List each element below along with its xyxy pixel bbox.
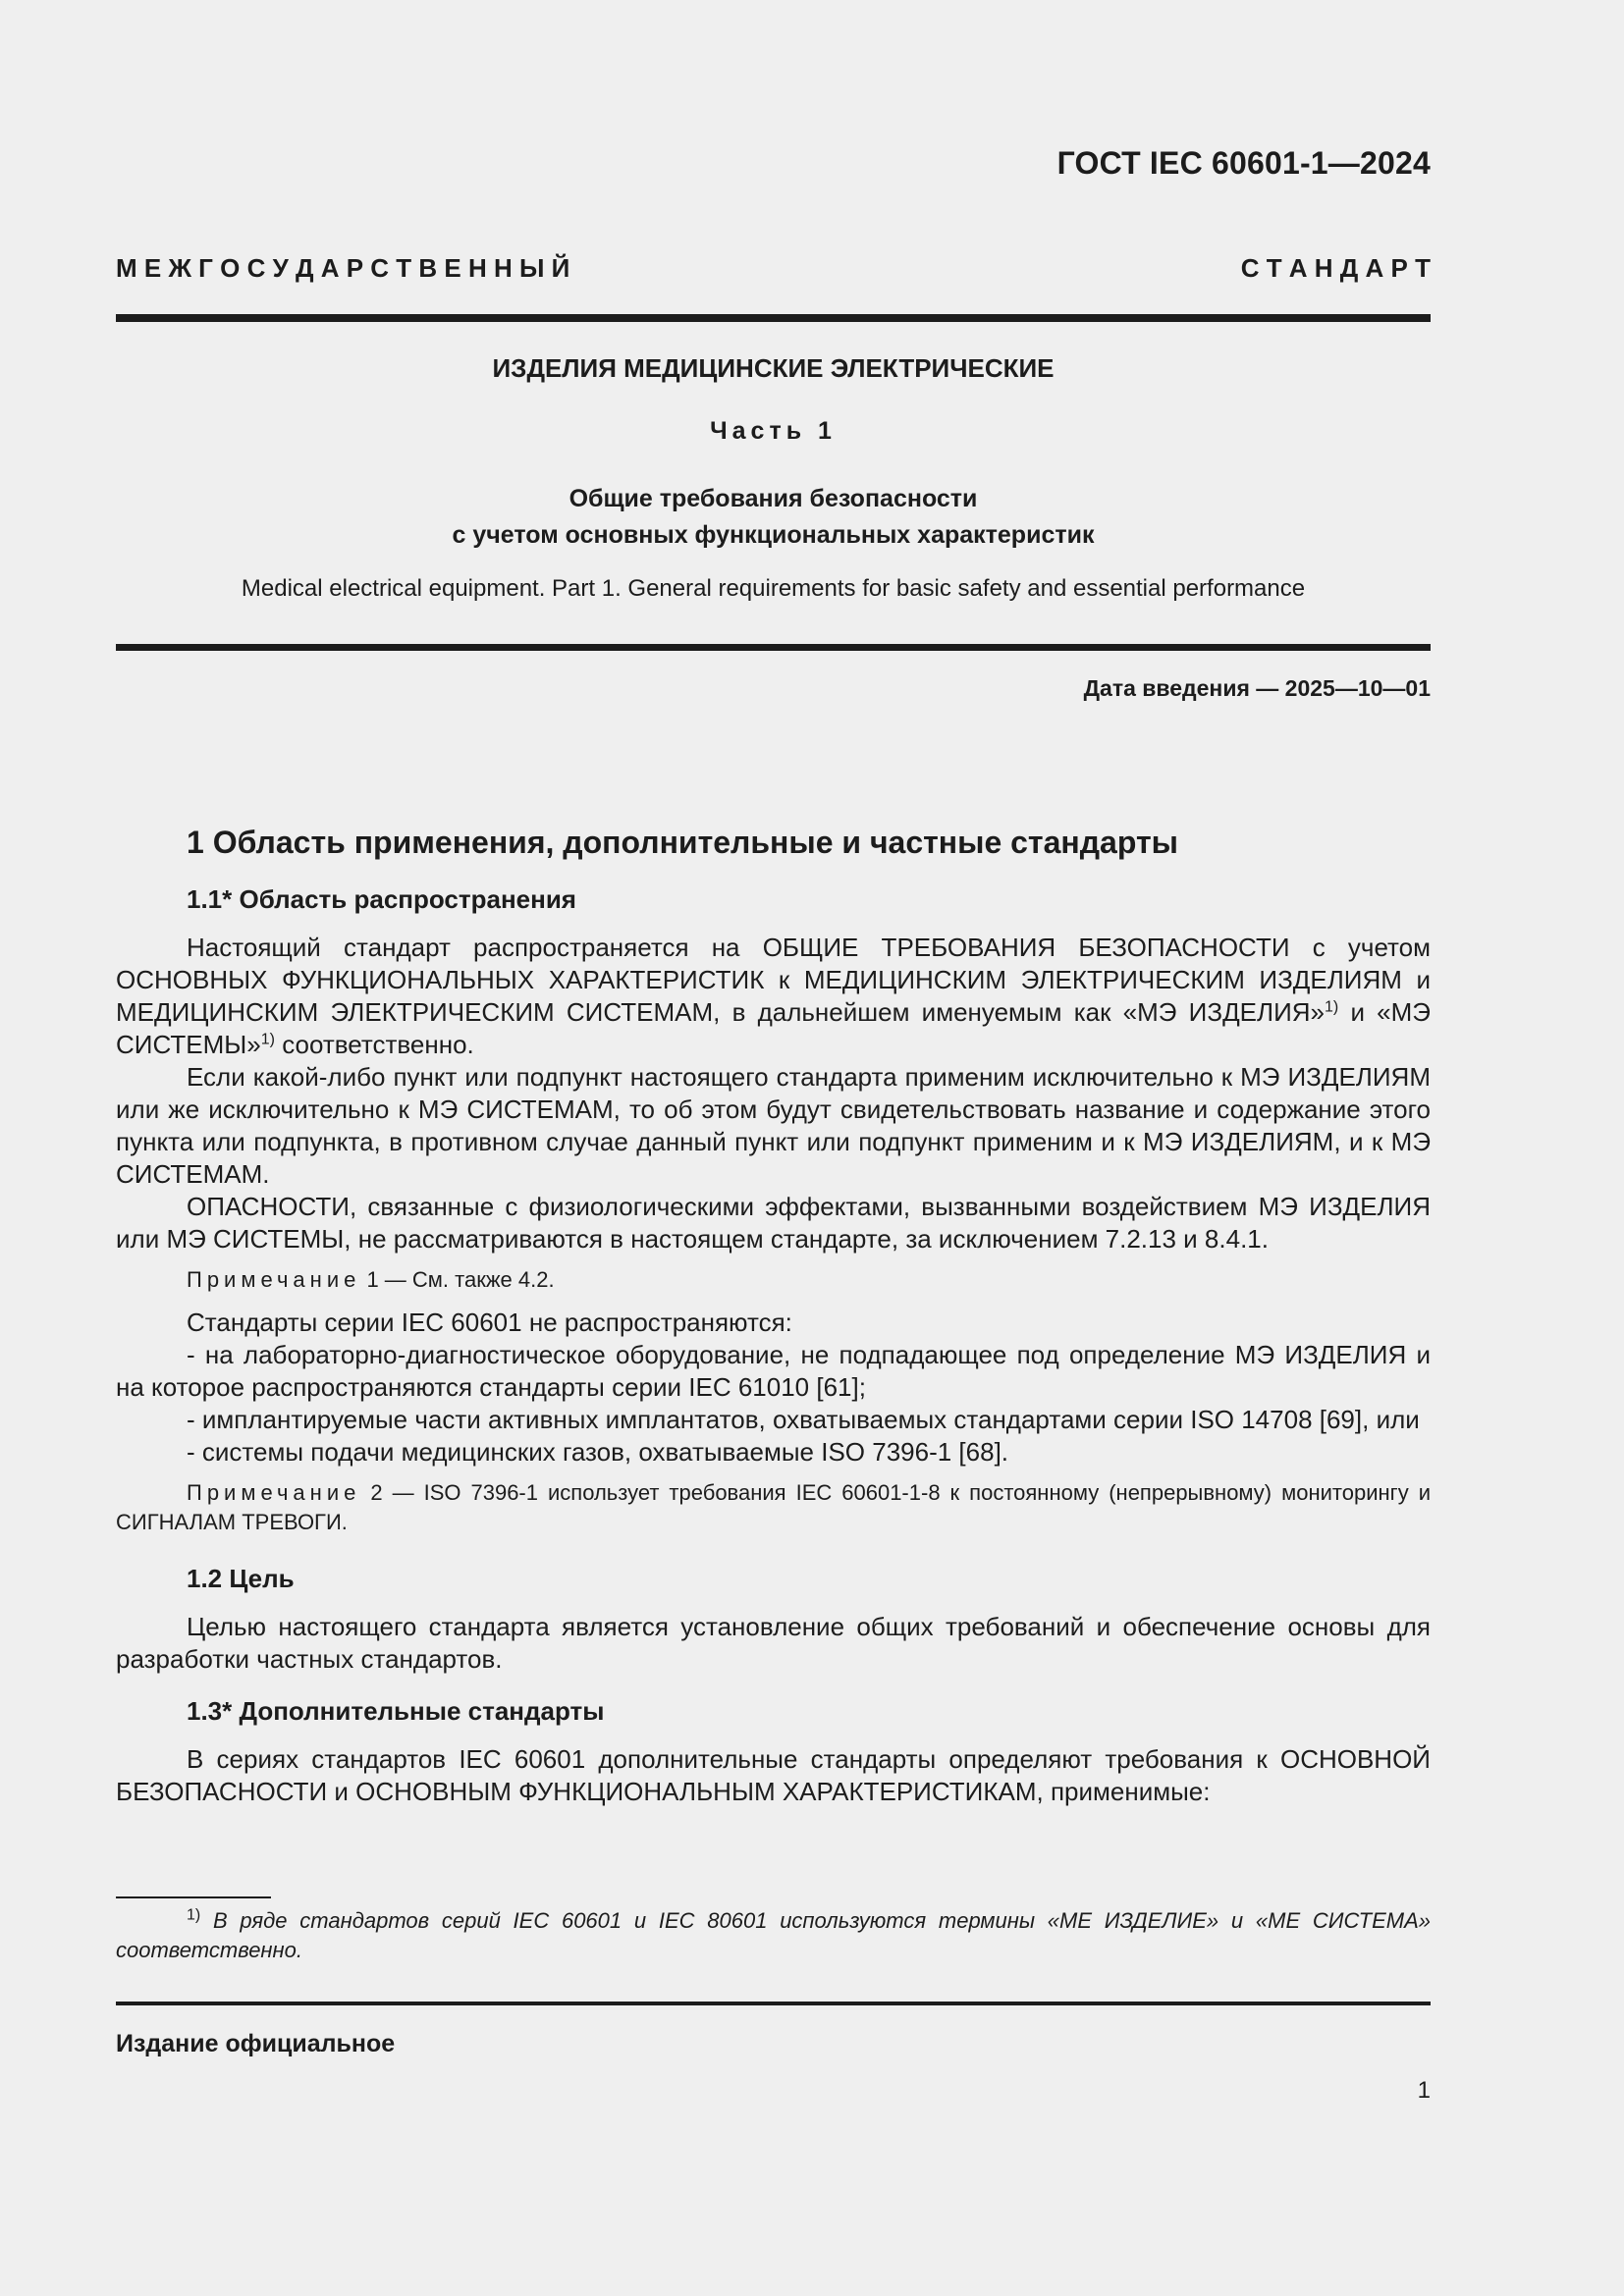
document-body bbox=[116, 823, 1431, 1808]
introduction-date: Дата введения — 2025—10—01 bbox=[1083, 675, 1431, 701]
subsection-heading-1-2: 1.2 Цель bbox=[187, 1564, 295, 1593]
paragraph-purpose: Целью настоящего стандарта является установление общих требований и обеспечение основы для разработки частных стандартов. bbox=[116, 1612, 1431, 1674]
standard-type-left: М Е Ж Г О С У Д А Р С Т В Е Н Н Ы Й bbox=[116, 253, 570, 283]
header-rule-bottom bbox=[116, 644, 1431, 651]
header-rule-top bbox=[116, 314, 1431, 322]
document-number: ГОСТ IEC 60601-1—2024 bbox=[1056, 145, 1431, 181]
document-page bbox=[116, 0, 1431, 2296]
paragraph-scope: Настоящий стандарт распространяется на ОБЩИЕ ТРЕБОВАНИЯ БЕЗОПАСНОСТИ с учетом ОСНОВНЫХ ФУНКЦИОНАЛЬНЫХ ХАРАКТЕРИСТИК к МЕДИЦИНСКИМ ЭЛЕКТРИЧЕСКИМ ИЗДЕЛИЯМ и МЕДИЦИНСКИМ ЭЛЕКТРИЧЕСКИМ СИСТЕМАМ, в дальнейшем именуемым как «МЭ ИЗДЕЛИЯ»$^{1)}$ и «МЭ СИСТЕМЫ»$^{1)}$ соответственно. bbox=[116, 933, 1431, 1059]
title-part: Часть 1 bbox=[710, 417, 837, 445]
standard-type-banner bbox=[116, 253, 1431, 284]
paragraph-hazards: ОПАСНОСТИ, связанные с физиологическими эффектами, вызванными воздействием МЭ ИЗДЕЛИЯ или МЭ СИСТЕМЫ, не рассматриваются в настоящем стандарте, за исключением 7.2.13 и 8.4.1. bbox=[116, 1192, 1431, 1254]
title-english: Medical electrical equipment. Part 1. General requirements for basic safety and essential performance bbox=[241, 575, 1306, 602]
paragraph-exclusions: Стандарты серии IEC 60601 не распространяются: bbox=[187, 1308, 792, 1337]
footnote-marker: 1) bbox=[187, 1906, 201, 1924]
section-heading-1: 1 Область применения, дополнительные и частные стандарты bbox=[187, 825, 1178, 860]
list-item: - на лабораторно-диагностическое оборудование, не подпадающее под определение МЭ ИЗДЕЛИЯ и на которое распространяются стандарты серии IEC 61010 [61]; bbox=[116, 1340, 1431, 1402]
page-number: 1 bbox=[1417, 2077, 1431, 2104]
footnote-ref: 1) bbox=[1325, 998, 1339, 1016]
subsection-heading-1-1: 1.1* Область распространения bbox=[187, 884, 576, 914]
list-item: - имплантируемые части активных имплантатов, охватываемых стандартами серии ISO 14708 [69], или bbox=[187, 1405, 1420, 1434]
footer-rule bbox=[116, 2002, 1431, 2005]
standard-type-right: С Т А Н Д А Р Т bbox=[1240, 253, 1431, 283]
title-subtitle bbox=[116, 481, 1431, 554]
title-subtitle-line1: Общие требования безопасности bbox=[568, 485, 978, 512]
footnote-separator bbox=[116, 1896, 271, 1898]
edition-label: Издание официальное bbox=[116, 2030, 396, 2057]
title-subtitle-line2: с учетом основных функциональных характеристик bbox=[452, 521, 1095, 549]
note-2: Примечание 2 — ISO 7396-1 использует требования IEC 60601-1-8 к постоянному (непрерывному) мониторингу и СИГНАЛАМ ТРЕВОГИ. bbox=[116, 1480, 1431, 1534]
paragraph-collateral-standards: В сериях стандартов IEC 60601 дополнительные стандарты определяют требования к ОСНОВНОЙ БЕЗОПАСНОСТИ и ОСНОВНЫМ ФУНКЦИОНАЛЬНЫМ ХАРАКТЕРИСТИКАМ, применимые: bbox=[116, 1744, 1431, 1806]
paragraph-applicability: Если какой-либо пункт или подпункт настоящего стандарта применим исключительно к МЭ ИЗДЕЛИЯМ или же исключительно к МЭ СИСТЕМАМ, то об этом будут свидетельствовать название и содержание этого пункта или подпункта, в противном случае данный пункт или подпункт применим и к МЭ ИЗДЕЛИЯМ, и к МЭ СИСТЕМАМ. bbox=[116, 1062, 1431, 1189]
title-main: ИЗДЕЛИЯ МЕДИЦИНСКИЕ ЭЛЕКТРИЧЕСКИЕ bbox=[492, 353, 1055, 383]
subsection-heading-1-3: 1.3* Дополнительные стандарты bbox=[187, 1696, 605, 1726]
list-item: - системы подачи медицинских газов, охватываемые ISO 7396-1 [68]. bbox=[187, 1437, 1009, 1467]
note-1: Примечание 1 — См. также 4.2. bbox=[187, 1267, 555, 1292]
footnote: $^{1)}$ В ряде стандартов серий IEC 60601 и IEC 80601 используются термины «МЕ ИЗДЕЛИЕ» и «МЕ СИСТЕМА» соответственно. bbox=[116, 1906, 1431, 1962]
footnote-ref: 1) bbox=[260, 1031, 275, 1048]
